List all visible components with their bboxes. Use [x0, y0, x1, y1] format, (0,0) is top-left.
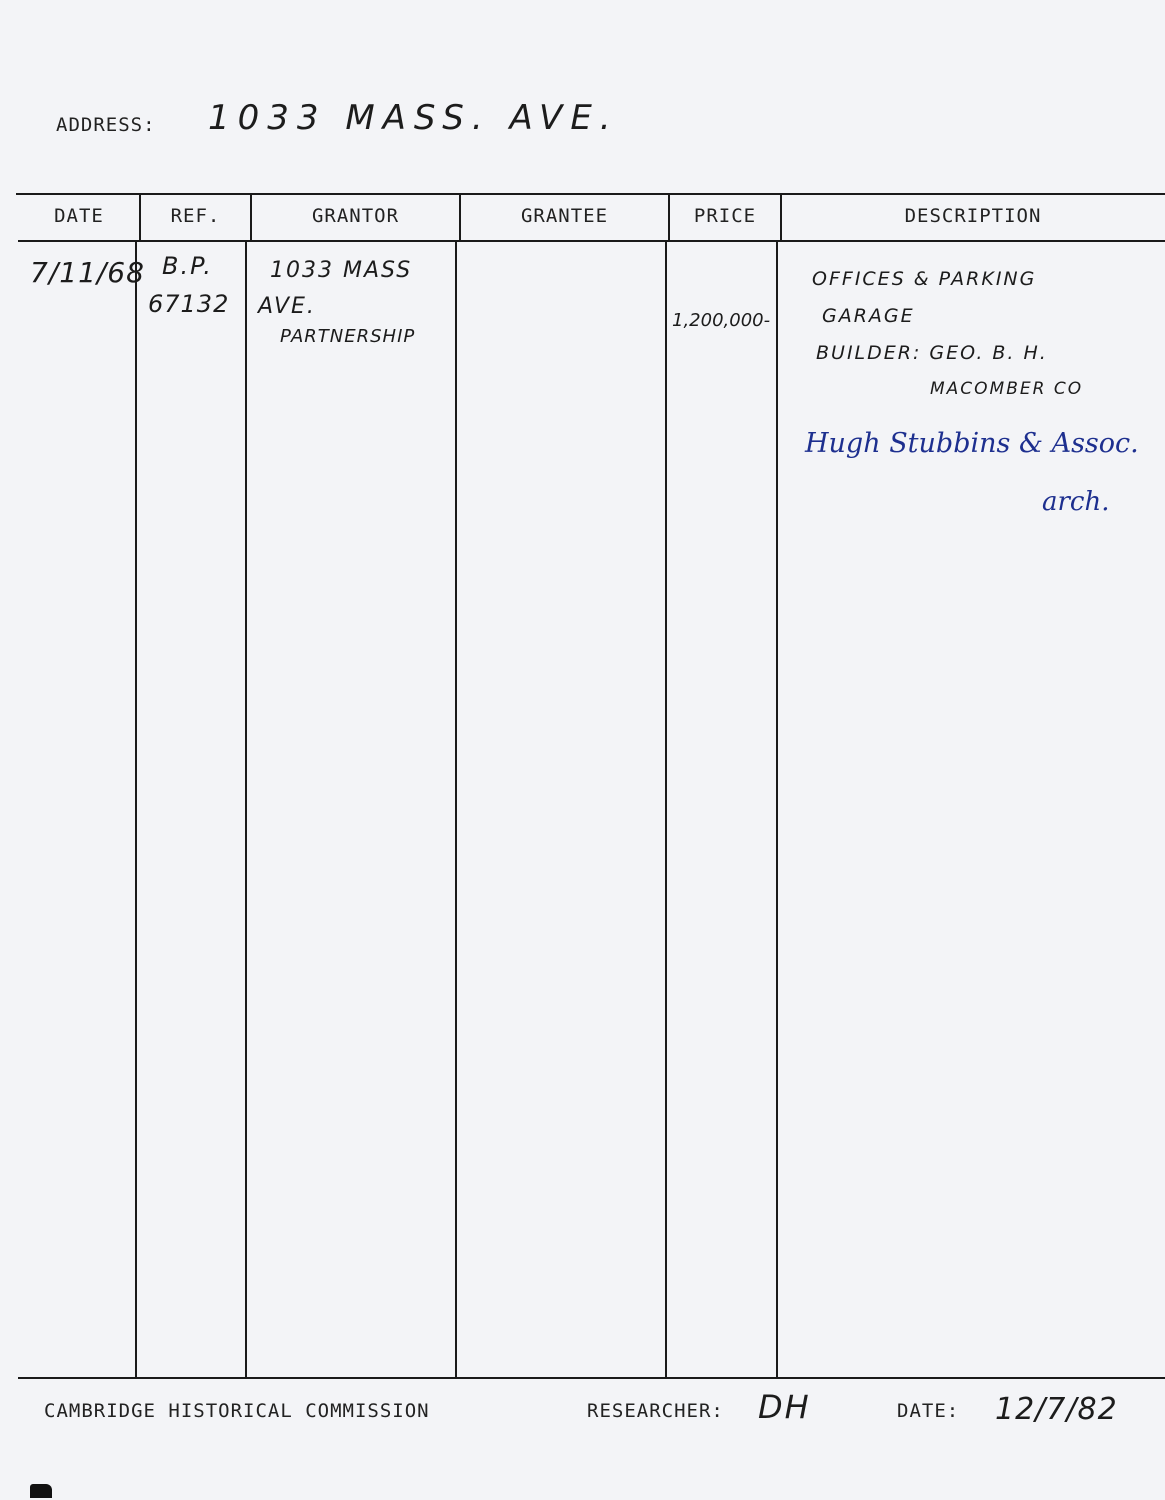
researcher-label: RESEARCHER:: [587, 1400, 724, 1422]
scan-corner-mark: [30, 1484, 52, 1498]
row-price: 1,200,000-: [672, 310, 771, 331]
col-divider-2: [245, 240, 247, 1378]
col-divider-3: [455, 240, 457, 1378]
researcher-value: DH: [758, 1388, 811, 1426]
footer-date-value: 12/7/82: [995, 1392, 1118, 1427]
address-label: ADDRESS:: [56, 114, 156, 136]
row-date: 7/11/68: [30, 256, 145, 289]
row-description-line-2: GARAGE: [822, 305, 915, 327]
column-header-ref: REF.: [170, 205, 221, 227]
col-divider-4: [665, 240, 667, 1378]
column-header-grantor: GRANTOR: [311, 205, 400, 227]
row-description-line-1: OFFICES & PARKING: [812, 268, 1037, 290]
row-ref-line-2: 67132: [148, 290, 230, 318]
row-grantor-line-3: PARTNERSHIP: [280, 326, 416, 347]
row-description-line-5: Hugh Stubbins & Assoc.: [805, 428, 1139, 459]
header-bottom-rule: [18, 240, 1165, 242]
row-grantor-line-2: AVE.: [258, 294, 316, 319]
row-description-line-6: arch.: [1042, 487, 1110, 517]
row-description-line-3: BUILDER: GEO. B. H.: [816, 342, 1048, 364]
footer-organization: CAMBRIDGE HISTORICAL COMMISSION: [44, 1400, 430, 1422]
row-grantor-line-1: 1033 MASS: [270, 258, 413, 283]
table-top-rule: [16, 193, 1165, 195]
column-header-date: DATE: [54, 205, 104, 227]
col-divider-5: [776, 240, 778, 1378]
row-ref-line-1: B.P.: [162, 252, 213, 280]
col-divider-1: [135, 240, 137, 1378]
table-bottom-rule: [18, 1377, 1165, 1379]
address-value: 1033 MASS. AVE.: [208, 98, 619, 138]
footer-date-label: DATE:: [897, 1400, 960, 1422]
column-header-description: DESCRIPTION: [904, 205, 1042, 227]
row-description-line-4: MACOMBER CO: [930, 379, 1084, 399]
column-header-price: PRICE: [693, 205, 757, 227]
column-header-grantee: GRANTEE: [520, 205, 609, 227]
